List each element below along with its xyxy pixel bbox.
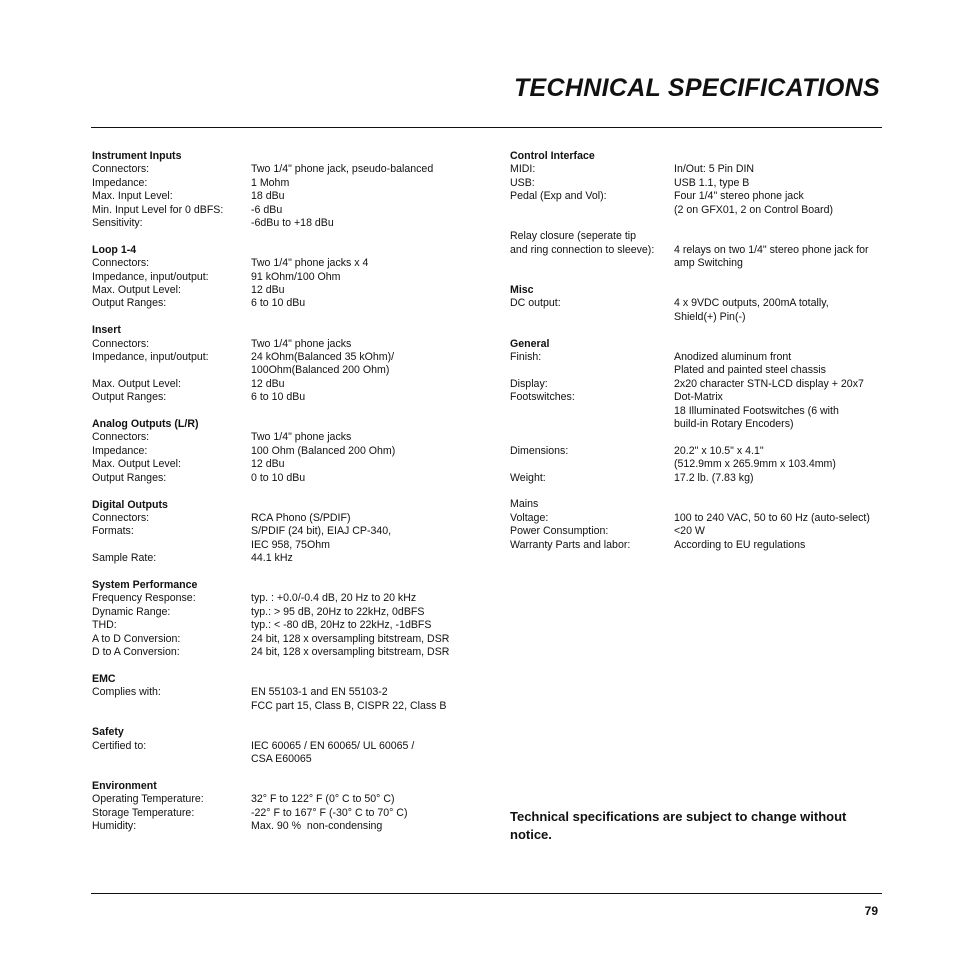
spec-row (510, 351, 890, 364)
spec-label: Connectors: (92, 337, 150, 350)
spec-label: Connectors: (92, 257, 150, 270)
spec-value: S/PDIF (24 bit), EIAJ CP-340, (251, 525, 392, 538)
spec-row (92, 217, 472, 230)
spec-row (510, 177, 890, 190)
spec-row (92, 539, 472, 552)
spec-row (510, 458, 890, 471)
top-divider (91, 127, 882, 128)
spec-value: Shield(+) Pin(-) (674, 310, 746, 323)
left-spec-column (92, 150, 472, 847)
spec-row (92, 820, 472, 833)
spec-row (92, 646, 472, 659)
spec-row (92, 204, 472, 217)
section-heading: System Performance (92, 578, 198, 591)
spec-value: 4 x 9VDC outputs, 200mA totally, (674, 297, 829, 310)
spec-label (510, 204, 674, 217)
spec-row (92, 525, 472, 538)
spec-label: Impedance: (92, 444, 148, 457)
spec-row (92, 458, 472, 471)
spec-label (510, 311, 674, 324)
spec-value: Two 1/4" phone jacks x 4 (251, 257, 369, 270)
spec-value: According to EU regulations (674, 538, 806, 551)
spec-value: -6dBu to +18 dBu (251, 217, 334, 230)
spec-value: 0 to 10 dBu (251, 471, 306, 484)
spec-row (510, 204, 890, 217)
spec-label (92, 539, 251, 552)
spec-label: Finish: (510, 351, 542, 364)
spec-row (92, 177, 472, 190)
spec-label: MIDI: (510, 163, 536, 176)
bottom-divider (91, 893, 882, 894)
spec-value: Two 1/4" phone jacks (251, 431, 352, 444)
spec-row (92, 163, 472, 176)
spec-value: 2x20 character STN-LCD display + 20x7 (674, 377, 864, 390)
spec-value: 44.1 kHz (251, 552, 293, 565)
spec-section-instrument-inputs (92, 150, 472, 230)
spec-value: Plated and painted steel chassis (674, 364, 826, 377)
spec-row (510, 405, 890, 418)
spec-row (92, 472, 472, 485)
spec-value: 17.2 lb. (7.83 kg) (674, 471, 754, 484)
spec-row (510, 311, 890, 324)
spec-value: EN 55103-1 and EN 55103-2 (251, 686, 388, 699)
spec-label: Dynamic Range: (92, 605, 171, 618)
spec-label: Frequency Response: (92, 592, 196, 605)
spec-row (92, 431, 472, 444)
spec-label (510, 217, 674, 230)
spec-label (510, 257, 674, 270)
spec-row (92, 700, 472, 713)
spec-label: Storage Temperature: (92, 806, 195, 819)
spec-section-emc (92, 673, 472, 713)
spec-value: 12 dBu (251, 284, 285, 297)
spec-label (92, 753, 251, 766)
spec-label: Mains (510, 498, 539, 511)
spec-row (92, 297, 472, 310)
spec-row (92, 364, 472, 377)
spec-value: 24 bit, 128 x oversampling bitstream, DSR (251, 632, 450, 645)
spec-value: 100 Ohm (Balanced 200 Ohm) (251, 444, 396, 457)
spec-label: Humidity: (92, 820, 137, 833)
section-heading: Misc (510, 284, 534, 297)
spec-value: typ. : +0.0/-0.4 dB, 20 Hz to 20 kHz (251, 592, 417, 605)
spec-label: Formats: (92, 525, 134, 538)
spec-value: 12 dBu (251, 377, 285, 390)
spec-label (510, 458, 674, 471)
spec-row (92, 606, 472, 619)
spec-value: typ.: < -80 dB, 20Hz to 22kHz, -1dBFS (251, 619, 432, 632)
spec-label: Relay closure (seperate tip (510, 230, 637, 243)
spec-label (510, 418, 674, 431)
spec-section-control-interface (510, 150, 890, 271)
spec-label: Operating Temperature: (92, 793, 204, 806)
spec-value: Four 1/4" stereo phone jack (674, 190, 804, 203)
spec-row (92, 686, 472, 699)
spec-row (92, 512, 472, 525)
spec-row (92, 391, 472, 404)
spec-label: Impedance, input/output: (92, 270, 209, 283)
spec-row (510, 498, 890, 511)
spec-row (510, 297, 890, 310)
spec-section-safety (92, 726, 472, 766)
section-heading: Insert (92, 324, 121, 337)
spec-section-analog-outputs-l-r (92, 418, 472, 485)
spec-row (92, 257, 472, 270)
spec-row (510, 445, 890, 458)
spec-value: 6 to 10 dBu (251, 297, 306, 310)
spec-label: Connectors: (92, 431, 150, 444)
spec-value: build-in Rotary Encoders) (674, 418, 794, 431)
spec-row (510, 257, 890, 270)
section-heading: Environment (92, 779, 157, 792)
spec-label: Warranty Parts and labor: (510, 538, 631, 551)
spec-row (510, 244, 890, 257)
spec-label: Max. Output Level: (92, 458, 181, 471)
spec-row (510, 230, 890, 243)
spec-label: Impedance, input/output: (92, 351, 209, 364)
spec-row (510, 378, 890, 391)
spec-value: 20.2" x 10.5" x 4.1" (674, 444, 764, 457)
spec-label: Display: (510, 377, 548, 390)
spec-label (92, 364, 251, 377)
spec-value: Two 1/4" phone jacks (251, 337, 352, 350)
spec-value: In/Out: 5 Pin DIN (674, 163, 755, 176)
spec-section-environment (92, 780, 472, 834)
spec-row (92, 793, 472, 806)
spec-value: 100Ohm(Balanced 200 Ohm) (251, 364, 390, 377)
spec-value: Dot-Matrix (674, 391, 723, 404)
spec-value: CSA E60065 (251, 753, 312, 766)
spec-value: 18 Illuminated Footswitches (6 with (674, 404, 839, 417)
section-heading: Analog Outputs (L/R) (92, 418, 199, 431)
spec-value: (512.9mm x 265.9mm x 103.4mm) (674, 458, 836, 471)
spec-row (92, 338, 472, 351)
spec-label (92, 700, 251, 713)
spec-row (510, 190, 890, 203)
spec-value: 1 Mohm (251, 176, 290, 189)
spec-label (510, 405, 674, 418)
spec-row (92, 592, 472, 605)
spec-value: FCC part 15, Class B, CISPR 22, Class B (251, 699, 447, 712)
section-heading: Loop 1-4 (92, 243, 137, 256)
spec-row (92, 753, 472, 766)
spec-label: Max. Input Level: (92, 190, 173, 203)
spec-row (510, 418, 890, 431)
spec-value: <20 W (674, 525, 705, 538)
spec-value: 100 to 240 VAC, 50 to 60 Hz (auto-select) (674, 511, 870, 524)
spec-label (510, 364, 674, 377)
section-heading: General (510, 337, 550, 350)
spec-label (510, 485, 674, 498)
spec-value: IEC 60065 / EN 60065/ UL 60065 / (251, 739, 415, 752)
spec-value: 12 dBu (251, 458, 285, 471)
section-heading: EMC (92, 672, 116, 685)
spec-label: Footswitches: (510, 391, 575, 404)
spec-label: Connectors: (92, 163, 150, 176)
section-heading: Digital Outputs (92, 498, 168, 511)
spec-value: USB 1.1, type B (674, 176, 750, 189)
spec-value: IEC 958, 75Ohm (251, 538, 330, 551)
spec-row (92, 552, 472, 565)
spec-row (510, 217, 890, 230)
spec-value: 4 relays on two 1/4" stereo phone jack for (674, 243, 869, 256)
spec-value: 24 bit, 128 x oversampling bitstream, DSR (251, 645, 450, 658)
spec-row (92, 633, 472, 646)
spec-section-system-performance (92, 579, 472, 659)
spec-row (92, 740, 472, 753)
spec-label: D to A Conversion: (92, 645, 180, 658)
spec-section-insert (92, 324, 472, 404)
spec-row (92, 445, 472, 458)
spec-label: DC output: (510, 297, 561, 310)
section-heading: Instrument Inputs (92, 150, 182, 162)
spec-label: Certified to: (92, 739, 147, 752)
spec-label (510, 431, 674, 444)
spec-value: -6 dBu (251, 203, 283, 216)
spec-label: Output Ranges: (92, 471, 167, 484)
spec-row (92, 190, 472, 203)
spec-row (510, 431, 890, 444)
spec-value: -22° F to 167° F (-30° C to 70° C) (251, 806, 408, 819)
section-heading: Control Interface (510, 150, 595, 162)
spec-label: Weight: (510, 471, 546, 484)
spec-label: Impedance: (92, 176, 148, 189)
spec-row (510, 525, 890, 538)
spec-value: 24 kOhm(Balanced 35 kOhm)/ (251, 351, 395, 364)
spec-label: and ring connection to sleeve): (510, 243, 655, 256)
spec-label: Output Ranges: (92, 391, 167, 404)
spec-row (92, 807, 472, 820)
spec-label: Sample Rate: (92, 552, 157, 565)
spec-value: amp Switching (674, 257, 743, 270)
spec-section-misc (510, 284, 890, 324)
page-number: 79 (864, 904, 878, 918)
spec-row (92, 619, 472, 632)
spec-value: RCA Phono (S/PDIF) (251, 511, 351, 524)
spec-value: Max. 90 % non-condensing (251, 820, 383, 833)
spec-label: Dimensions: (510, 444, 569, 457)
spec-label: A to D Conversion: (92, 632, 181, 645)
spec-value: Two 1/4" phone jack, pseudo-balanced (251, 163, 434, 176)
spec-value: Anodized aluminum front (674, 351, 792, 364)
spec-row (510, 364, 890, 377)
spec-row (510, 391, 890, 404)
spec-label: Output Ranges: (92, 297, 167, 310)
spec-label: Connectors: (92, 511, 150, 524)
spec-value: 6 to 10 dBu (251, 391, 306, 404)
spec-label: THD: (92, 619, 117, 632)
spec-row (510, 472, 890, 485)
spec-row (510, 539, 890, 552)
spec-label: Max. Output Level: (92, 284, 181, 297)
spec-label: Min. Input Level for 0 dBFS: (92, 203, 224, 216)
spec-row (92, 271, 472, 284)
spec-row (510, 512, 890, 525)
spec-label: Max. Output Level: (92, 377, 181, 390)
spec-label: Complies with: (92, 686, 161, 699)
spec-change-notice: Technical specifications are subject to change without notice. (510, 809, 847, 842)
spec-row (92, 351, 472, 364)
spec-value: typ.: > 95 dB, 20Hz to 22kHz, 0dBFS (251, 605, 425, 618)
spec-row (510, 163, 890, 176)
spec-section-general (510, 338, 890, 552)
spec-value: 18 dBu (251, 190, 285, 203)
spec-row (510, 485, 890, 498)
spec-row (92, 378, 472, 391)
spec-label: USB: (510, 176, 535, 189)
spec-label: Pedal (Exp and Vol): (510, 190, 607, 203)
spec-label: Sensitivity: (92, 217, 143, 230)
spec-label: Power Consumption: (510, 525, 609, 538)
spec-row (92, 284, 472, 297)
spec-value: (2 on GFX01, 2 on Control Board) (674, 203, 833, 216)
spec-value: 91 kOhm/100 Ohm (251, 270, 341, 283)
spec-label: Voltage: (510, 511, 549, 524)
section-heading: Safety (92, 726, 124, 739)
spec-section-digital-outputs (92, 499, 472, 566)
spec-value: 32° F to 122° F (0° C to 50° C) (251, 793, 395, 806)
page-title: TECHNICAL SPECIFICATIONS (513, 74, 880, 102)
right-spec-column (510, 150, 890, 566)
spec-section-loop-1-4 (92, 244, 472, 311)
